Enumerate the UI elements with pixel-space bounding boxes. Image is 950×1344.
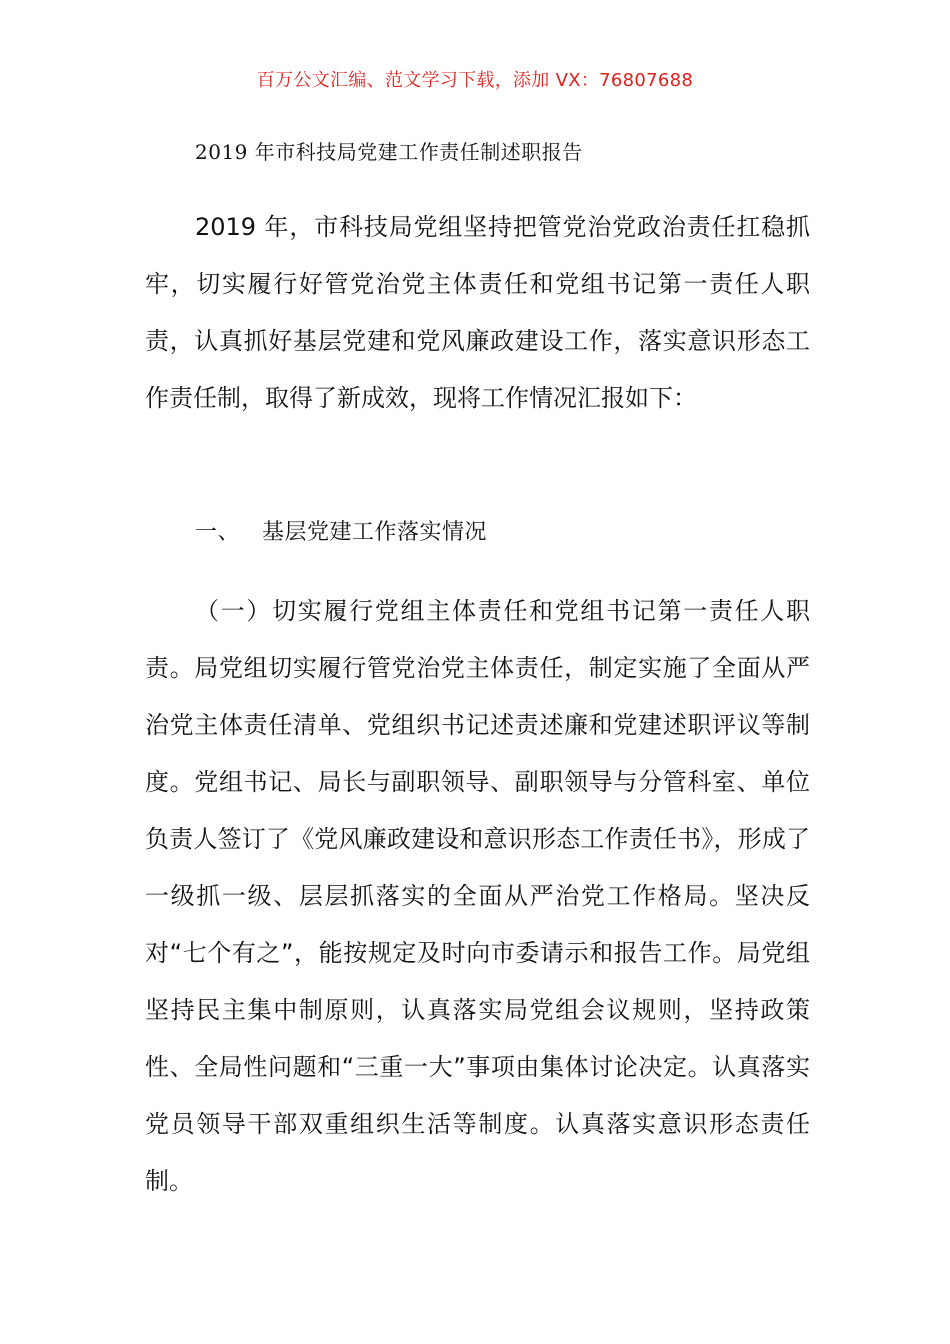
section-heading-1 — [195, 515, 487, 546]
header-note: 百万公文汇编、范文学习下载，添加 VX：76807688 — [256, 70, 694, 91]
section-title: 基层党建工作落实情况 — [262, 520, 488, 545]
section-number: 一、 — [195, 520, 241, 545]
section-1-paragraph-1: （一）切实履行党组主体责任和党组书记第一责任人职责。局党组切实履行管党治党主体责任，制定实施了全面从严治党主体责任清单、党组织书记述责述廉和党建述职评议等制度。党组书记、局长与副职领导、副职领导与分管科室、单位负责人签订了《党风廉政建设和意识形态工作责任书》，形成了一级抓一级、层层抓落实的全面从严治党工作格局。坚决反对“七个有之”，能按规定及时向市委请示和报告工作。局党组坚持民主集中制原则，认真落实局党组会议规则，坚持政策性、全局性问题和“三重一大”事项由集体讨论决定。认真落实党员领导干部双重组织生活等制度。认真落实意识形态责任制。 — [145, 597, 810, 1195]
intro-paragraph: 2019 年，市科技局党组坚持把管党治党政治责任扛稳抓牢，切实履行好管党治党主体责任和党组书记第一责任人职责，认真抓好基层党建和党风廉政建设工作，落实意识形态工作责任制，取得了新成效，现将工作情况汇报如下： — [145, 213, 810, 412]
document-title: 2019 年市科技局党建工作责任制述职报告 — [195, 140, 583, 164]
